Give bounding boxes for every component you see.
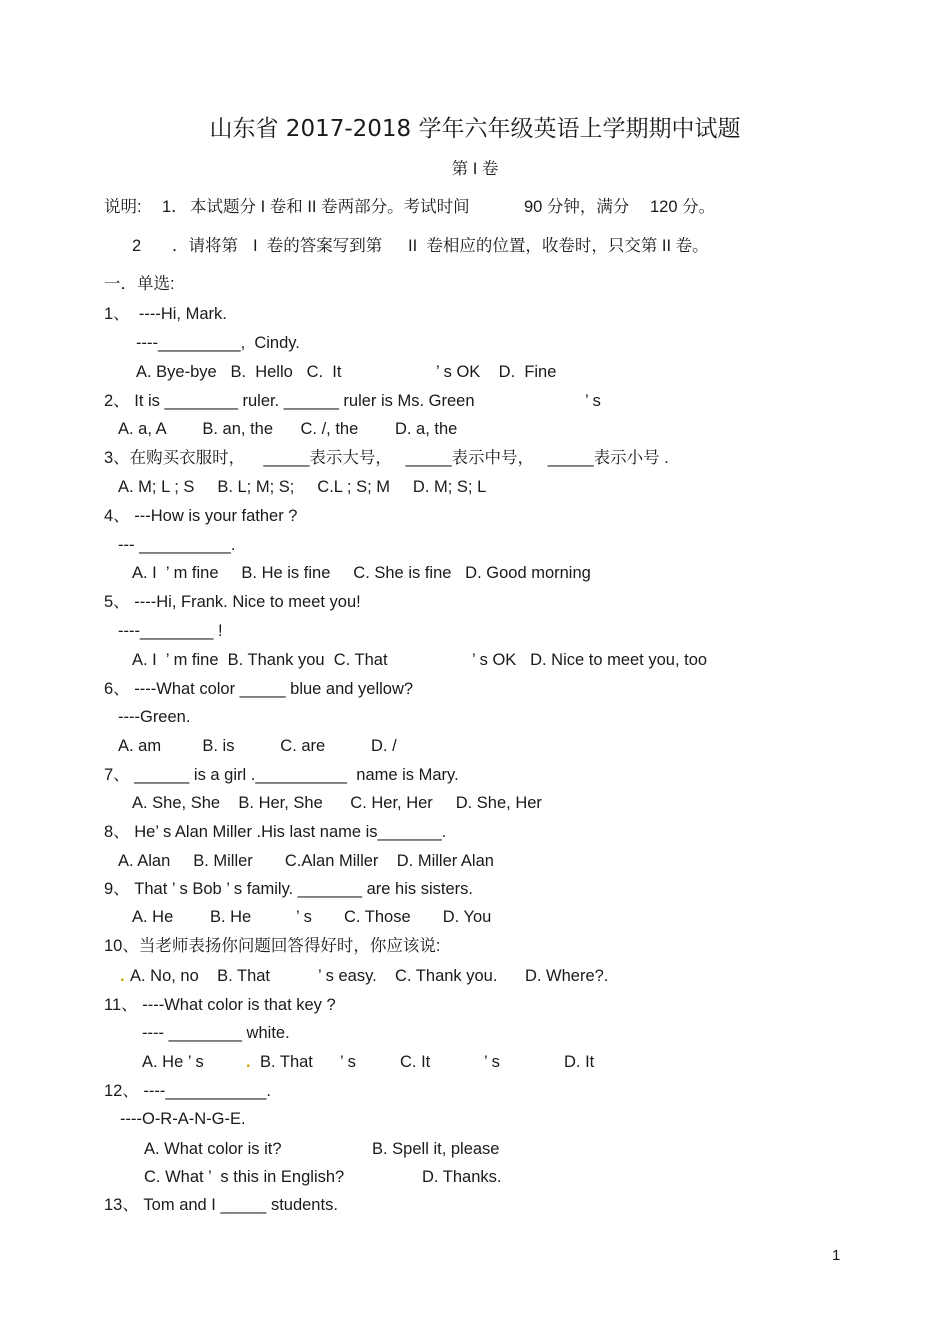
question-13-stem: 13、 Tom and I _____ students. — [104, 1196, 338, 1214]
question-4-reply: --- __________. — [118, 536, 236, 554]
question-12-option-a: A. What color is it? — [144, 1140, 282, 1158]
question-4-options: A. I ’ m fine B. He is fine C. She is fine D. Good morning — [132, 564, 591, 582]
notes-item1-time: 90 分钟，满分 — [524, 198, 630, 216]
question-1-options-b: ’ s OK D. Fine — [436, 363, 557, 381]
question-7-stem: 7、 ______ is a girl .__________ name is Mary. — [104, 766, 459, 784]
page-number: 1 — [832, 1247, 841, 1264]
question-5-options-a: A. I ’ m fine B. Thank you C. That — [132, 651, 388, 669]
question-11-stem: 11、 ----What color is that key ? — [104, 996, 336, 1014]
question-7-options: A. She, She B. Her, She C. Her, Her D. She, Her — [132, 794, 542, 812]
question-10-stem: 10、当老师表扬你问题回答得好时，你应该说: — [104, 937, 441, 955]
section-heading: 一．单选: — [104, 275, 175, 293]
question-12-option-d: D. Thanks. — [422, 1168, 502, 1186]
question-8-options: A. Alan B. Miller C.Alan Miller D. Miller Alan — [118, 852, 494, 870]
question-12-stem: 12、 ----___________. — [104, 1082, 271, 1100]
notes-item2-text-b: I 卷的答案写到第 — [253, 237, 383, 255]
question-9-options-a: A. He B. He — [132, 908, 252, 926]
question-11-option-d: D. It — [564, 1053, 595, 1071]
question-10-options-b: ’ s easy. C. Thank you. D. Where?. — [318, 967, 609, 985]
question-2-stem: 2、 It is ________ ruler. ______ ruler is Ms. Green — [104, 392, 475, 410]
question-5-options-b: ’ s OK D. Nice to meet you, too — [472, 651, 708, 669]
question-9-options-b: ’ s C. Those D. You — [296, 908, 492, 926]
volume-subtitle: 第 I 卷 — [451, 160, 499, 178]
question-12-option-c: C. What ’ s this in English? — [144, 1168, 345, 1186]
question-4-stem: 4、 ---How is your father ? — [104, 507, 298, 525]
question-11-option-a: A. He ’ s — [142, 1053, 204, 1071]
bullet-dot-icon: . — [246, 1053, 251, 1071]
bullet-dot-icon: . — [120, 967, 125, 985]
question-6-options: A. am B. is C. are D. / — [118, 737, 397, 755]
question-1-reply: ----_________, Cindy. — [136, 334, 300, 352]
exam-title: 山东省 2017-2018 学年六年级英语上学期期中试题 — [209, 116, 741, 142]
question-11-option-c: C. It — [400, 1053, 431, 1071]
notes-item2-text-c: II 卷相应的位置，收卷时，只交第 II 卷。 — [408, 237, 709, 255]
question-9-stem: 9、 That ’ s Bob ’ s family. _______ are his sisters. — [104, 880, 473, 898]
question-1-stem: 1、 ----Hi, Mark. — [104, 305, 227, 323]
question-3-options: A. M; L ; S B. L; M; S; C.L ; S; M D. M; S; L — [118, 478, 487, 496]
question-12-option-b: B. Spell it, please — [372, 1140, 500, 1158]
question-11-option-b: B. That — [260, 1053, 313, 1071]
question-5-reply: ----________ ! — [118, 622, 223, 640]
notes-item2-number: 2 — [132, 237, 142, 255]
question-2-stem-end: ’ s — [585, 392, 601, 410]
notes-item1-number: 1． — [162, 198, 188, 216]
question-11-option-b-end: ’ s — [340, 1053, 356, 1071]
notes-item1-text: 本试题分 I 卷和 II 卷两部分。考试时间 — [190, 198, 470, 216]
question-6-reply: ----Green. — [118, 708, 191, 726]
question-8-stem: 8、 He’ s Alan Miller .His last name is_______. — [104, 823, 447, 841]
question-11-option-c-end: ’ s — [484, 1053, 500, 1071]
question-6-stem: 6、 ----What color _____ blue and yellow? — [104, 680, 414, 698]
question-2-options: A. a, A B. an, the C. /, the D. a, the — [118, 420, 458, 438]
question-1-options-a: A. Bye-bye B. Hello C. It — [136, 363, 342, 381]
notes-item1-score: 120 分。 — [650, 198, 716, 216]
question-11-reply: ---- ________ white. — [142, 1024, 290, 1042]
question-5-stem: 5、 ----Hi, Frank. Nice to meet you! — [104, 593, 361, 611]
question-3-stem: 3、在购买衣服时， _____表示大号， _____表示中号， _____表示小号 . — [104, 449, 669, 467]
question-10-options-a: A. No, no B. That — [130, 967, 271, 985]
question-12-reply: ----O-R-A-N-G-E. — [120, 1110, 246, 1128]
notes-label: 说明: — [104, 198, 142, 216]
notes-item2-text-a: ．请将第 — [172, 237, 238, 255]
